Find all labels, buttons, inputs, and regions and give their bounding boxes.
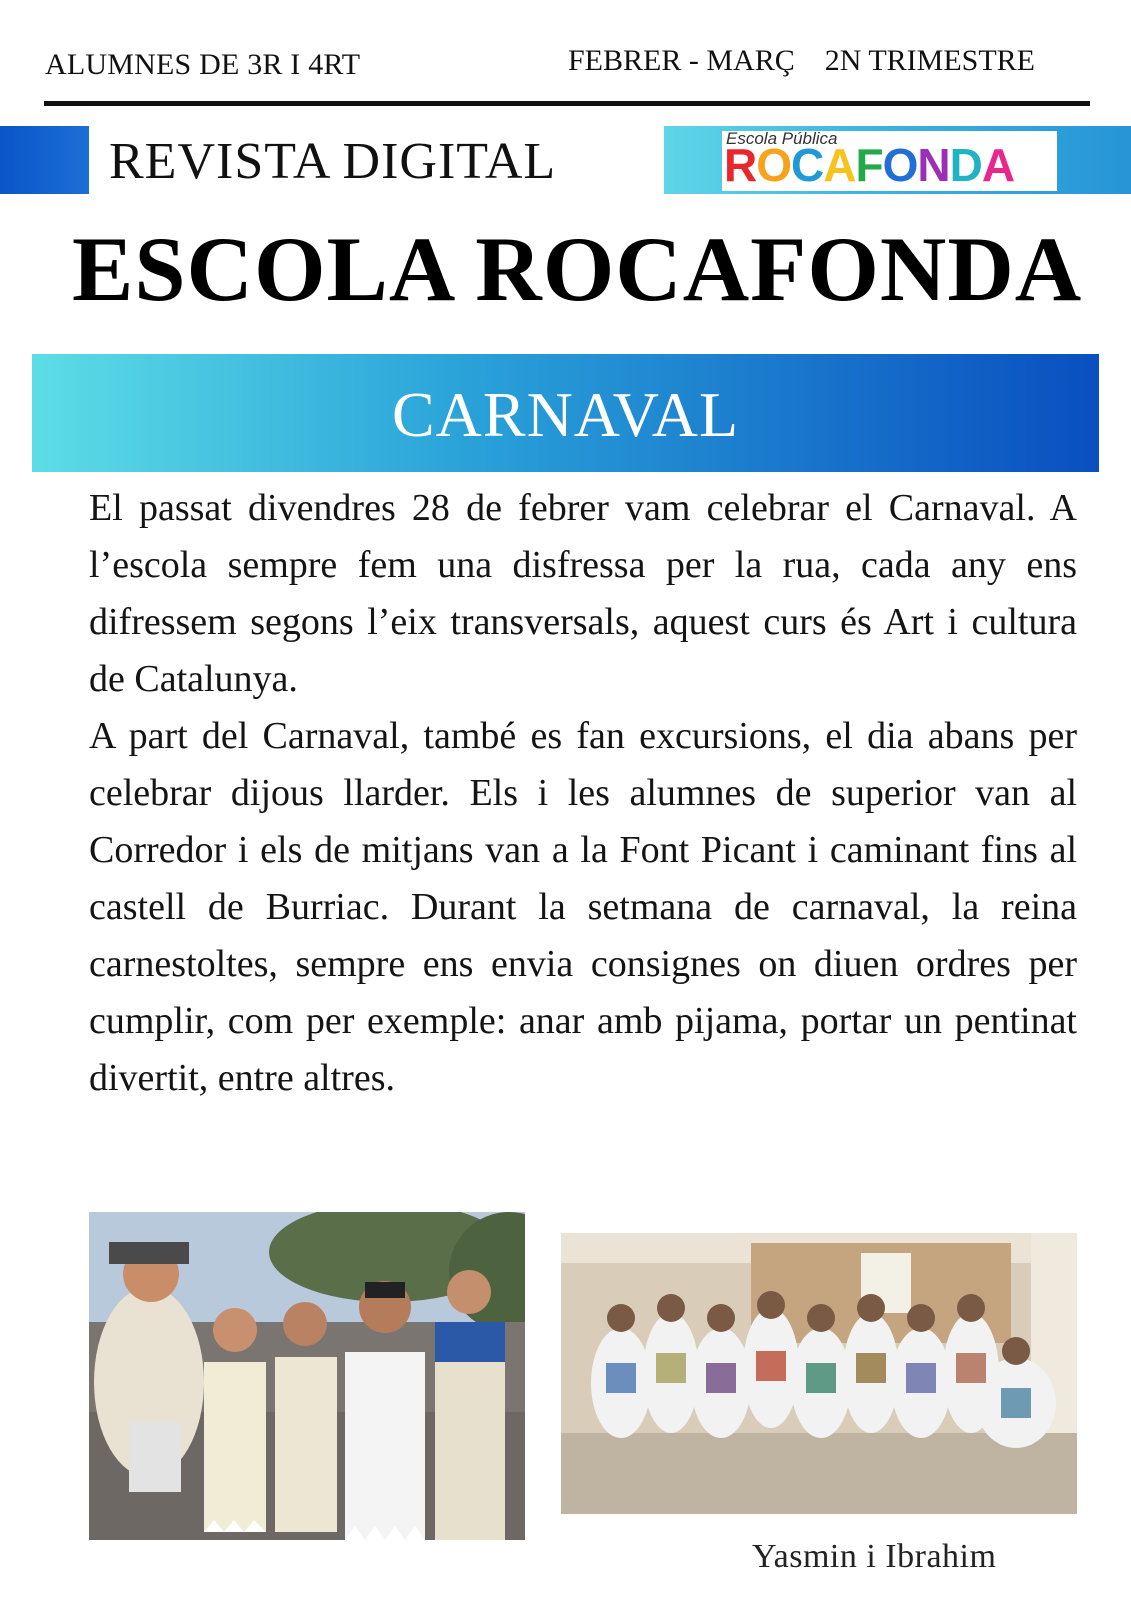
logo-letter: R — [724, 139, 757, 191]
logo-letter: C — [791, 139, 824, 191]
section-banner — [32, 354, 1099, 472]
logo-letter: O — [756, 139, 792, 191]
section-title: CARNAVAL — [391, 379, 740, 450]
logo-wordmark — [724, 139, 1015, 191]
article-paragraph-2: A part del Carnaval, també es fan excursions, el dia abans per celebrar dijous llarder. Els i les alumnes de superior van al Corredor i els de mitjans van a la Font Picant i caminant fins al castell de Burriac. Durant la setmana de carnaval, la reina carnestoltes, sempre ens envia consignes on diuen ordres per cumplir, com per exemple: anar amb pijama, portar un pentinat divertit, entre altres. — [89, 715, 1077, 1099]
carnival-photo-classroom — [561, 1233, 1077, 1514]
logo-letter: O — [882, 139, 918, 191]
header-grade-label: ALUMNES DE 3R I 4RT — [45, 48, 361, 81]
article-paragraph-1: El passat divendres 28 de febrer vam celebrar el Carnaval. A l’escola sempre fem una disfressa per la rua, cada any ens difressem segons l’eix transversals, aquest curs és Art i cultura de Catalunya. — [89, 487, 1077, 700]
logo-letter: A — [981, 139, 1015, 191]
logo-letter: A — [823, 139, 856, 191]
logo-letter: F — [855, 139, 883, 191]
article-body — [89, 480, 1077, 1107]
header-date-label: FEBRER - MARÇ 2N TRIMESTRE — [568, 44, 1036, 77]
logo-letter: D — [949, 139, 982, 191]
carnival-photo-outdoor — [89, 1212, 525, 1540]
masthead-title: ESCOLA ROCAFONDA — [72, 218, 1083, 320]
logo-subtitle: Escola Pública — [726, 129, 838, 148]
logo-letter: N — [917, 139, 950, 191]
magazine-kicker: REVISTA DIGITAL — [109, 133, 557, 190]
header-divider — [44, 101, 1090, 106]
photo-caption-authors: Yasmin i Ibrahim — [752, 1538, 997, 1575]
kicker-accent-bar — [0, 126, 89, 194]
